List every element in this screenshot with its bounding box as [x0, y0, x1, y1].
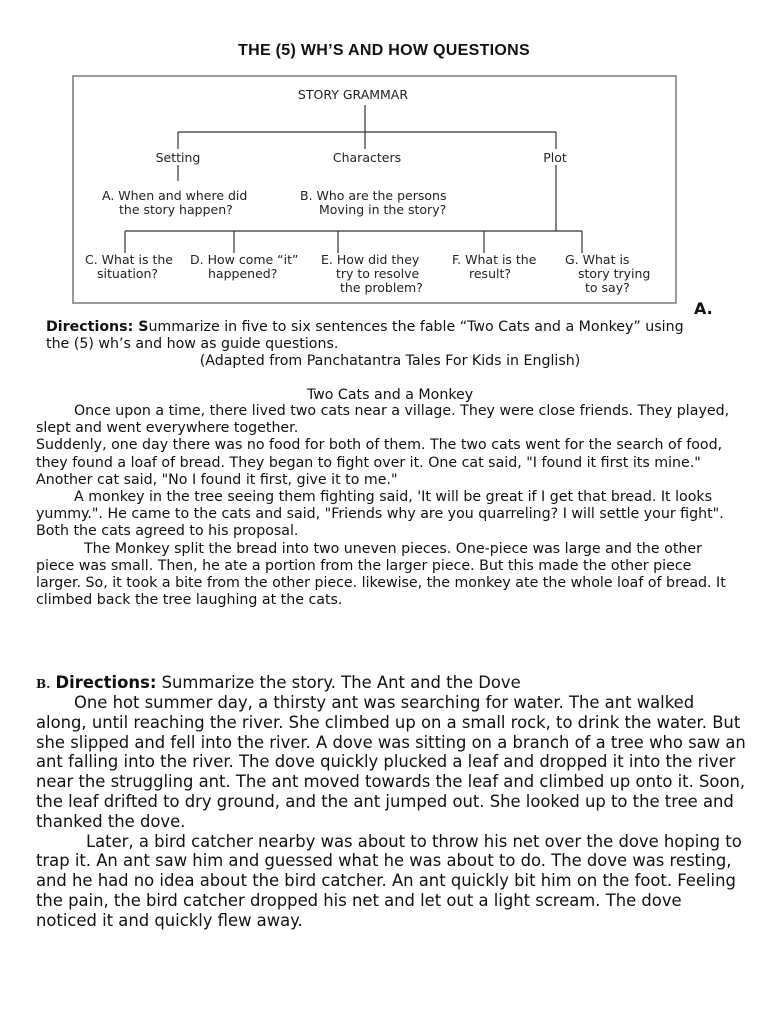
question-d-line1: D. How come “it”: [190, 252, 299, 267]
story-a-paragraph: Once upon a time, there lived two cats near a village. They were close friends. They played, slept and went everywhere together.: [36, 403, 730, 437]
page-title: THE (5) WH’S AND HOW QUESTIONS: [238, 42, 530, 59]
question-g-line2: story trying: [578, 266, 651, 281]
section-b-directions: [36, 673, 746, 694]
question-a-line2: the story happen?: [119, 202, 233, 217]
story-a-paragraph: A monkey in the tree seeing them fighting said, 'It will be great if I get that bread. It looks yummy.". He came to the cats and said, "Friends why are you quarreling? I will settle your fight". Both the cats agreed to his proposal.: [36, 489, 724, 540]
section-a-marker: A.: [694, 299, 713, 318]
question-c-line2: situation?: [97, 266, 159, 281]
section-b-marker: B.: [36, 677, 51, 691]
story-b-paragraph: Later, a bird catcher nearby was about to throw his net over the dove hoping to trap it. An ant saw him and guessed what he was about to do. The dove was resting, and he had no idea about the bird catcher. An ant quickly bit him on the foot. Feeling the pain, the bird catcher dropped his net and let out a light scream. The dove noticed it and quickly flew away.: [36, 831, 742, 930]
question-f-line2: result?: [469, 266, 511, 281]
plot-label: Plot: [543, 150, 567, 165]
characters-label: Characters: [332, 150, 402, 165]
story-b-body: [36, 693, 746, 931]
story-a-paragraph: The Monkey split the bread into two uneven pieces. One-piece was large and the other piece was small. Then, he ate a portion from the larger piece. But this made the other piece larger. So, it took a bite from the other piece. likewise, the monkey ate the whole loaf of bread. It climbed back the tree laughing at the cats.: [36, 540, 726, 609]
question-f-line1: F. What is the: [452, 252, 537, 267]
question-b-line1: B. Who are the persons: [300, 188, 447, 203]
story-a-paragraph: Suddenly, one day there was no food for both of them. The two cats went for the search of food, they found a loaf of bread. They began to fight over it. One cat said, "I found it first its mine." Another cat said, "No I found it first, give it to me.": [36, 437, 723, 488]
question-a-line1: A. When and where did: [102, 188, 248, 203]
question-e-line3: the problem?: [340, 280, 423, 295]
story-a-body: [36, 403, 736, 609]
question-d-line2: happened?: [208, 266, 278, 281]
question-g-line1: G. What is: [565, 252, 630, 267]
story-grammar-tree: [72, 75, 677, 304]
section-b-directions-text: Summarize the story. The Ant and the Dove: [156, 673, 521, 692]
diagram-root-label: STORY GRAMMAR: [297, 87, 409, 102]
story-grammar-diagram: [72, 75, 677, 304]
section-b-directions-label: Directions:: [55, 673, 157, 692]
question-g-line3: to say?: [585, 280, 630, 295]
source-attribution: (Adapted from Panchatantra Tales For Kids in English): [199, 353, 581, 369]
question-e-line2: try to resolve: [336, 266, 420, 281]
section-a-directions-label: Directions: S: [46, 319, 149, 335]
story-a-title: Two Cats and a Monkey: [306, 387, 474, 403]
section-a-directions: [46, 319, 686, 353]
question-b-line2: Moving in the story?: [319, 202, 447, 217]
story-b-paragraph: One hot summer day, a thirsty ant was searching for water. The ant walked along, until reaching the river. She climbed up on a small rock, to drink the water. But she slipped and fell into the river. A dove was sitting on a branch of a tree who saw an ant falling into the river. The dove quickly plucked a leaf and dropped it into the river near the struggling ant. The ant moved towards the leaf and climbed up onto it. Soon, the leaf drifted to dry ground, and the ant jumped out. She looked up to the tree and thanked the dove.: [36, 693, 746, 831]
diagram-connectors: [125, 105, 582, 253]
setting-label: Setting: [155, 150, 201, 165]
question-e-line1: E. How did they: [321, 252, 420, 267]
section-a-directions-text: ummarize in five to six sentences the fable “Two Cats and a Monkey” using the (5) wh’s and how as guide questions.: [46, 319, 684, 352]
question-c-line1: C. What is the: [85, 252, 173, 267]
